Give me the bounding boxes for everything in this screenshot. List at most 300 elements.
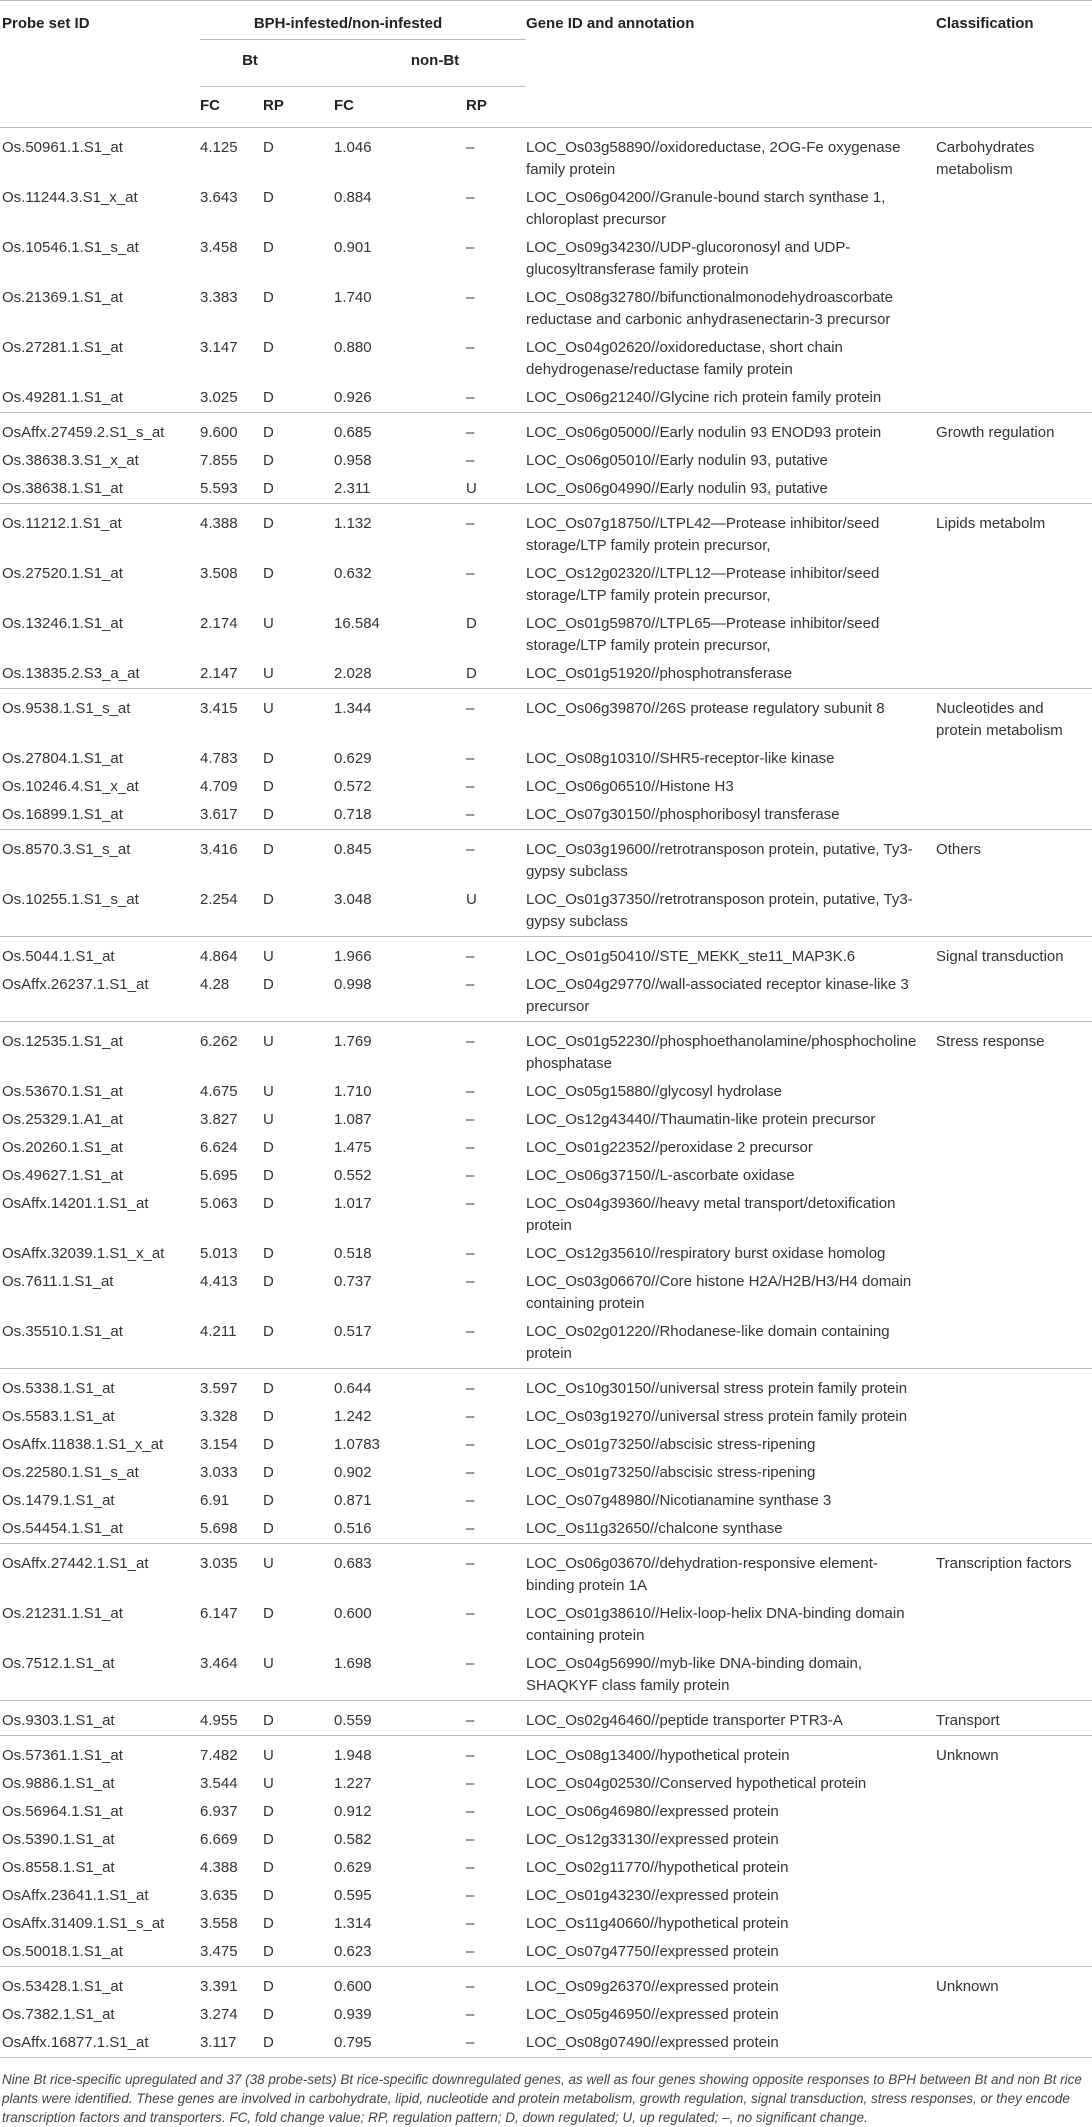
cell-nonbt-fc: 1.740 bbox=[334, 289, 372, 306]
header-blank bbox=[0, 40, 200, 87]
cell-nonbt-fc: 0.552 bbox=[334, 1167, 372, 1184]
cell-nonbt-fc: 1.242 bbox=[334, 1408, 372, 1425]
table-group bbox=[0, 1967, 1092, 2058]
table-row bbox=[0, 1134, 1092, 1162]
cell-bt-fc: 5.695 bbox=[200, 1167, 238, 1184]
cell-probe-id: OsAffx.23641.1.S1_at bbox=[2, 1887, 149, 1904]
cell-gene-annotation: LOC_Os12g43440//Thaumatin-like protein precursor bbox=[526, 1111, 876, 1128]
cell-nonbt-rp: D bbox=[466, 615, 477, 632]
cell-bt-fc: 5.698 bbox=[200, 1520, 238, 1537]
cell-classification bbox=[936, 745, 1092, 773]
cell-nonbt-fc: 0.629 bbox=[334, 750, 372, 767]
cell-bt-fc: 4.864 bbox=[200, 948, 238, 965]
table-row bbox=[0, 384, 1092, 413]
cell-nonbt-fc: 1.046 bbox=[334, 139, 372, 156]
table-row bbox=[0, 184, 1092, 234]
cell-bt-rp: D bbox=[263, 1831, 274, 1848]
cell-nonbt-fc: 0.718 bbox=[334, 806, 372, 823]
cell-nonbt-rp: – bbox=[466, 189, 475, 206]
cell-nonbt-fc: 0.845 bbox=[334, 841, 372, 858]
cell-probe-id: Os.9538.1.S1_s_at bbox=[2, 700, 131, 717]
cell-bt-fc: 7.855 bbox=[200, 452, 238, 469]
cell-nonbt-rp: – bbox=[466, 700, 475, 717]
cell-nonbt-fc: 1.227 bbox=[334, 1775, 372, 1792]
cell-classification bbox=[936, 1882, 1092, 1910]
cell-classification bbox=[936, 1770, 1092, 1798]
cell-bt-rp: D bbox=[263, 1915, 274, 1932]
table-row bbox=[0, 1487, 1092, 1515]
cell-nonbt-rp: – bbox=[466, 1803, 475, 1820]
cell-classification bbox=[936, 1854, 1092, 1882]
cell-nonbt-fc: 1.475 bbox=[334, 1139, 372, 1156]
cell-gene-annotation: LOC_Os01g73250//abscisic stress-ripening bbox=[526, 1464, 816, 1481]
cell-nonbt-rp: – bbox=[466, 1273, 475, 1290]
cell-bt-rp: D bbox=[263, 1436, 274, 1453]
cell-bt-rp: D bbox=[263, 1245, 274, 1262]
cell-nonbt-fc: 1.710 bbox=[334, 1083, 372, 1100]
table-row bbox=[0, 1650, 1092, 1701]
cell-probe-id: Os.10255.1.S1_s_at bbox=[2, 891, 139, 908]
cell-gene-annotation: LOC_Os05g15880//glycosyl hydrolase bbox=[526, 1083, 783, 1100]
cell-nonbt-rp: – bbox=[466, 1978, 475, 1995]
cell-nonbt-rp: – bbox=[466, 976, 475, 993]
cell-nonbt-fc: 0.600 bbox=[334, 1978, 372, 1995]
cell-nonbt-fc: 1.132 bbox=[334, 515, 372, 532]
cell-probe-id: Os.50018.1.S1_at bbox=[2, 1943, 123, 1960]
cell-nonbt-rp: – bbox=[466, 1747, 475, 1764]
cell-gene-annotation: LOC_Os07g18750//LTPL42—Protease inhibitor/seed storage/LTP family protein precursor, bbox=[526, 515, 880, 554]
cell-nonbt-rp: – bbox=[466, 239, 475, 256]
table-group bbox=[0, 1736, 1092, 1967]
cell-classification bbox=[936, 384, 1092, 413]
cell-bt-fc: 4.388 bbox=[200, 1859, 238, 1876]
cell-bt-fc: 3.558 bbox=[200, 1915, 238, 1932]
cell-classification bbox=[936, 1600, 1092, 1650]
cell-bt-rp: U bbox=[263, 948, 274, 965]
cell-bt-fc: 5.013 bbox=[200, 1245, 238, 1262]
cell-bt-rp: U bbox=[263, 1083, 274, 1100]
cell-bt-rp: D bbox=[263, 1978, 274, 1995]
cell-nonbt-fc: 2.311 bbox=[334, 480, 371, 497]
cell-gene-annotation: LOC_Os07g48980//Nicotianamine synthase 3 bbox=[526, 1492, 832, 1509]
cell-bt-rp: D bbox=[263, 1887, 274, 1904]
cell-nonbt-rp: – bbox=[466, 515, 475, 532]
table-row bbox=[0, 937, 1092, 972]
cell-bt-fc: 2.147 bbox=[200, 665, 238, 682]
table-group bbox=[0, 128, 1092, 413]
cell-probe-id: Os.53428.1.S1_at bbox=[2, 1978, 123, 1995]
header-nonbt-fc: FC bbox=[324, 87, 426, 128]
cell-gene-annotation: LOC_Os03g19600//retrotransposon protein, putative, Ty3-gypsy subclass bbox=[526, 841, 913, 880]
cell-gene-annotation: LOC_Os01g50410//STE_MEKK_ste11_MAP3K.6 bbox=[526, 948, 856, 965]
cell-bt-rp: D bbox=[263, 1605, 274, 1622]
table-row bbox=[0, 689, 1092, 746]
cell-bt-rp: D bbox=[263, 1943, 274, 1960]
table-row bbox=[0, 1240, 1092, 1268]
cell-classification bbox=[936, 2029, 1092, 2057]
cell-probe-id: OsAffx.26237.1.S1_at bbox=[2, 976, 149, 993]
cell-classification bbox=[936, 1798, 1092, 1826]
cell-bt-fc: 5.063 bbox=[200, 1195, 238, 1212]
cell-probe-id: Os.35510.1.S1_at bbox=[2, 1323, 123, 1340]
cell-classification bbox=[936, 475, 1092, 504]
table-row bbox=[0, 1854, 1092, 1882]
cell-nonbt-rp: – bbox=[466, 1555, 475, 1572]
cell-nonbt-rp: – bbox=[466, 1605, 475, 1622]
cell-bt-rp: D bbox=[263, 1273, 274, 1290]
cell-gene-annotation: LOC_Os06g21240//Glycine rich protein family protein bbox=[526, 389, 882, 406]
cell-nonbt-fc: 0.582 bbox=[334, 1831, 372, 1848]
table-row bbox=[0, 475, 1092, 504]
cell-nonbt-rp: – bbox=[466, 948, 475, 965]
cell-probe-id: Os.27804.1.S1_at bbox=[2, 750, 123, 767]
cell-probe-id: OsAffx.16877.1.S1_at bbox=[2, 2034, 149, 2051]
cell-bt-fc: 3.033 bbox=[200, 1464, 238, 1481]
cell-probe-id: Os.27281.1.S1_at bbox=[2, 339, 123, 356]
cell-nonbt-rp: – bbox=[466, 289, 475, 306]
cell-bt-rp: D bbox=[263, 1464, 274, 1481]
cell-probe-id: Os.13246.1.S1_at bbox=[2, 615, 123, 632]
cell-nonbt-rp: – bbox=[466, 1943, 475, 1960]
cell-nonbt-rp: U bbox=[466, 891, 477, 908]
cell-gene-annotation: LOC_Os06g04200//Granule-bound starch synthase 1, chloroplast precursor bbox=[526, 189, 886, 228]
cell-gene-annotation: LOC_Os06g46980//expressed protein bbox=[526, 1803, 779, 1820]
cell-bt-rp: D bbox=[263, 389, 274, 406]
cell-bt-fc: 6.669 bbox=[200, 1831, 238, 1848]
cell-classification bbox=[936, 560, 1092, 610]
cell-bt-fc: 4.709 bbox=[200, 778, 238, 795]
cell-nonbt-fc: 0.518 bbox=[334, 1245, 372, 1262]
cell-nonbt-fc: 0.901 bbox=[334, 239, 372, 256]
cell-gene-annotation: LOC_Os03g58890//oxidoreductase, 2OG-Fe oxygenase family protein bbox=[526, 139, 901, 178]
header-bt-fc: FC bbox=[200, 87, 263, 128]
cell-nonbt-rp: – bbox=[466, 1323, 475, 1340]
cell-bt-rp: U bbox=[263, 615, 274, 632]
cell-nonbt-fc: 0.683 bbox=[334, 1555, 372, 1572]
cell-nonbt-rp: – bbox=[466, 1167, 475, 1184]
header-bt-rp: RP bbox=[263, 87, 324, 128]
cell-classification bbox=[936, 2001, 1092, 2029]
cell-nonbt-fc: 0.926 bbox=[334, 389, 372, 406]
cell-bt-fc: 3.597 bbox=[200, 1380, 238, 1397]
cell-nonbt-fc: 0.632 bbox=[334, 565, 372, 582]
cell-gene-annotation: LOC_Os08g32780//bifunctionalmonodehydroascorbate reductase and carbonic anhydrasenectarin-3 precursor bbox=[526, 289, 893, 328]
cell-bt-rp: D bbox=[263, 2034, 274, 2051]
cell-nonbt-fc: 0.516 bbox=[334, 1520, 372, 1537]
cell-bt-rp: D bbox=[263, 452, 274, 469]
cell-nonbt-rp: – bbox=[466, 339, 475, 356]
table-row bbox=[0, 971, 1092, 1022]
cell-gene-annotation: LOC_Os06g03670//dehydration-responsive element-binding protein 1A bbox=[526, 1555, 878, 1594]
cell-bt-rp: D bbox=[263, 1408, 274, 1425]
cell-nonbt-fc: 1.017 bbox=[334, 1195, 372, 1212]
cell-nonbt-rp: – bbox=[466, 1195, 475, 1212]
cell-probe-id: Os.5338.1.S1_at bbox=[2, 1380, 115, 1397]
cell-bt-rp: D bbox=[263, 1859, 274, 1876]
cell-classification bbox=[936, 1938, 1092, 1967]
cell-nonbt-fc: 1.314 bbox=[334, 1915, 372, 1932]
cell-classification: Growth regulation bbox=[936, 424, 1055, 441]
cell-gene-annotation: LOC_Os12g33130//expressed protein bbox=[526, 1831, 779, 1848]
cell-bt-rp: D bbox=[263, 289, 274, 306]
table-row bbox=[0, 1403, 1092, 1431]
cell-classification bbox=[936, 610, 1092, 660]
cell-bt-fc: 3.464 bbox=[200, 1655, 238, 1672]
cell-nonbt-fc: 1.769 bbox=[334, 1033, 372, 1050]
cell-probe-id: Os.25329.1.A1_at bbox=[2, 1111, 123, 1128]
cell-probe-id: OsAffx.32039.1.S1_x_at bbox=[2, 1245, 165, 1262]
cell-probe-id: OsAffx.31409.1.S1_s_at bbox=[2, 1915, 165, 1932]
cell-bt-fc: 3.154 bbox=[200, 1436, 238, 1453]
cell-probe-id: Os.56964.1.S1_at bbox=[2, 1803, 123, 1820]
table-row bbox=[0, 128, 1092, 185]
table-group bbox=[0, 937, 1092, 1022]
cell-bt-fc: 3.117 bbox=[200, 2034, 237, 2051]
table-group bbox=[0, 504, 1092, 689]
cell-bt-fc: 4.783 bbox=[200, 750, 238, 767]
cell-nonbt-rp: D bbox=[466, 665, 477, 682]
cell-probe-id: Os.21231.1.S1_at bbox=[2, 1605, 123, 1622]
cell-nonbt-rp: – bbox=[466, 750, 475, 767]
cell-gene-annotation: LOC_Os01g51920//phosphotransferase bbox=[526, 665, 793, 682]
table-row bbox=[0, 234, 1092, 284]
table-row bbox=[0, 773, 1092, 801]
cell-nonbt-rp: – bbox=[466, 1775, 475, 1792]
cell-nonbt-rp: – bbox=[466, 806, 475, 823]
cell-gene-annotation: LOC_Os03g06670//Core histone H2A/H2B/H3/H4 domain containing protein bbox=[526, 1273, 912, 1312]
table-row bbox=[0, 886, 1092, 937]
cell-nonbt-fc: 0.685 bbox=[334, 424, 372, 441]
table-row bbox=[0, 284, 1092, 334]
cell-nonbt-fc: 1.698 bbox=[334, 1655, 372, 1672]
cell-gene-annotation: LOC_Os02g11770//hypothetical protein bbox=[526, 1859, 789, 1876]
cell-nonbt-rp: – bbox=[466, 424, 475, 441]
header-nonbt-rp: RP bbox=[426, 87, 526, 128]
cell-gene-annotation: LOC_Os07g30150//phosphoribosyl transferase bbox=[526, 806, 840, 823]
cell-nonbt-rp: – bbox=[466, 1464, 475, 1481]
cell-bt-fc: 3.827 bbox=[200, 1111, 238, 1128]
cell-nonbt-rp: – bbox=[466, 841, 475, 858]
cell-nonbt-fc: 0.880 bbox=[334, 339, 372, 356]
table-row bbox=[0, 745, 1092, 773]
table-row bbox=[0, 1459, 1092, 1487]
cell-nonbt-fc: 0.902 bbox=[334, 1464, 372, 1481]
cell-probe-id: Os.49281.1.S1_at bbox=[2, 389, 123, 406]
cell-gene-annotation: LOC_Os01g22352//peroxidase 2 precursor bbox=[526, 1139, 813, 1156]
table-row bbox=[0, 1798, 1092, 1826]
table-row bbox=[0, 334, 1092, 384]
cell-bt-fc: 7.482 bbox=[200, 1747, 238, 1764]
table-row bbox=[0, 1022, 1092, 1079]
cell-nonbt-fc: 1.966 bbox=[334, 948, 372, 965]
cell-nonbt-fc: 0.884 bbox=[334, 189, 372, 206]
cell-nonbt-rp: – bbox=[466, 139, 475, 156]
cell-classification: Unknown bbox=[936, 1978, 999, 1995]
cell-nonbt-fc: 3.048 bbox=[334, 891, 372, 908]
header-probe: Probe set ID bbox=[0, 1, 200, 40]
cell-bt-rp: D bbox=[263, 565, 274, 582]
cell-bt-fc: 6.262 bbox=[200, 1033, 238, 1050]
table-group bbox=[0, 689, 1092, 830]
cell-nonbt-rp: – bbox=[466, 452, 475, 469]
cell-bt-rp: D bbox=[263, 2006, 274, 2023]
cell-nonbt-fc: 1.344 bbox=[334, 700, 372, 717]
cell-nonbt-fc: 0.998 bbox=[334, 976, 372, 993]
table-row bbox=[0, 504, 1092, 561]
table-row bbox=[0, 830, 1092, 887]
cell-gene-annotation: LOC_Os02g46460//peptide transporter PTR3-A bbox=[526, 1712, 843, 1729]
cell-gene-annotation: LOC_Os06g05010//Early nodulin 93, putative bbox=[526, 452, 828, 469]
table-row bbox=[0, 1078, 1092, 1106]
cell-gene-annotation: LOC_Os05g46950//expressed protein bbox=[526, 2006, 779, 2023]
cell-bt-rp: U bbox=[263, 1655, 274, 1672]
cell-classification: Unknown bbox=[936, 1747, 999, 1764]
cell-bt-rp: U bbox=[263, 700, 274, 717]
cell-bt-fc: 3.147 bbox=[200, 339, 238, 356]
cell-nonbt-fc: 0.517 bbox=[334, 1323, 372, 1340]
cell-nonbt-rp: – bbox=[466, 778, 475, 795]
cell-bt-fc: 6.937 bbox=[200, 1803, 238, 1820]
cell-bt-fc: 3.025 bbox=[200, 389, 238, 406]
cell-gene-annotation: LOC_Os04g02530//Conserved hypothetical protein bbox=[526, 1775, 867, 1792]
cell-bt-rp: U bbox=[263, 1555, 274, 1572]
cell-probe-id: Os.7512.1.S1_at bbox=[2, 1655, 115, 1672]
header-nonbt: non-Bt bbox=[324, 40, 526, 87]
cell-gene-annotation: LOC_Os12g02320//LTPL12—Protease inhibitor/seed storage/LTP family protein precursor, bbox=[526, 565, 880, 604]
cell-nonbt-fc: 0.795 bbox=[334, 2034, 372, 2051]
table-row bbox=[0, 413, 1092, 448]
cell-nonbt-fc: 16.584 bbox=[334, 615, 380, 632]
cell-gene-annotation: LOC_Os09g34230//UDP-glucoronosyl and UDP-glucosyltransferase family protein bbox=[526, 239, 851, 278]
table-caption: Nine Bt rice-specific upregulated and 37 (38 probe-sets) Bt rice-specific downregulated genes, as well as four genes showing opposite responses to BPH between Bt and non Bt rice plants were identified. These genes are involved in carbohydrate, lipid, nucleotide and protein metabolism, growth regulation, signal transduction, stress responses, or they encode transcription factors and transporters. FC, fold change value; RP, regulation pattern; D, down regulated; U, up regulated; –, no significant change. bbox=[0, 2057, 1092, 2127]
cell-nonbt-fc: 0.644 bbox=[334, 1380, 372, 1397]
cell-nonbt-fc: 1.0783 bbox=[334, 1436, 380, 1453]
cell-probe-id: Os.16899.1.S1_at bbox=[2, 806, 123, 823]
cell-classification bbox=[936, 334, 1092, 384]
cell-nonbt-fc: 0.623 bbox=[334, 1943, 372, 1960]
cell-classification bbox=[936, 1268, 1092, 1318]
cell-probe-id: Os.5583.1.S1_at bbox=[2, 1408, 115, 1425]
cell-bt-rp: D bbox=[263, 1712, 274, 1729]
header-blank bbox=[936, 40, 1092, 87]
table-row bbox=[0, 1544, 1092, 1601]
cell-probe-id: Os.20260.1.S1_at bbox=[2, 1139, 123, 1156]
cell-probe-id: Os.10246.4.S1_x_at bbox=[2, 778, 139, 795]
header-blank bbox=[936, 87, 1092, 128]
cell-bt-rp: D bbox=[263, 424, 274, 441]
cell-probe-id: Os.13835.2.S3_a_at bbox=[2, 665, 140, 682]
cell-bt-fc: 4.388 bbox=[200, 515, 238, 532]
cell-nonbt-rp: – bbox=[466, 1139, 475, 1156]
cell-bt-fc: 4.675 bbox=[200, 1083, 238, 1100]
cell-nonbt-rp: – bbox=[466, 1033, 475, 1050]
cell-bt-fc: 3.416 bbox=[200, 841, 238, 858]
table-row bbox=[0, 1770, 1092, 1798]
cell-classification: Transcription factors bbox=[936, 1555, 1072, 1572]
cell-nonbt-fc: 0.572 bbox=[334, 778, 372, 795]
cell-nonbt-fc: 0.629 bbox=[334, 1859, 372, 1876]
cell-bt-rp: D bbox=[263, 239, 274, 256]
cell-nonbt-rp: U bbox=[466, 480, 477, 497]
cell-nonbt-rp: – bbox=[466, 1245, 475, 1262]
cell-probe-id: Os.5390.1.S1_at bbox=[2, 1831, 115, 1848]
cell-bt-fc: 2.254 bbox=[200, 891, 238, 908]
cell-nonbt-fc: 0.600 bbox=[334, 1605, 372, 1622]
cell-gene-annotation: LOC_Os11g40660//hypothetical protein bbox=[526, 1915, 789, 1932]
cell-bt-rp: U bbox=[263, 1033, 274, 1050]
cell-probe-id: Os.11244.3.S1_x_at bbox=[2, 189, 138, 206]
cell-gene-annotation: LOC_Os10g30150//universal stress protein family protein bbox=[526, 1380, 908, 1397]
cell-probe-id: OsAffx.11838.1.S1_x_at bbox=[2, 1436, 164, 1453]
cell-bt-fc: 5.593 bbox=[200, 480, 238, 497]
table-group bbox=[0, 1701, 1092, 1736]
cell-gene-annotation: LOC_Os07g47750//expressed protein bbox=[526, 1943, 779, 1960]
cell-nonbt-rp: – bbox=[466, 2006, 475, 2023]
cell-gene-annotation: LOC_Os02g01220//Rhodanese-like domain containing protein bbox=[526, 1323, 890, 1362]
cell-bt-fc: 2.174 bbox=[200, 615, 238, 632]
cell-gene-annotation: LOC_Os09g26370//expressed protein bbox=[526, 1978, 779, 1995]
cell-bt-fc: 3.328 bbox=[200, 1408, 238, 1425]
cell-nonbt-fc: 2.028 bbox=[334, 665, 372, 682]
cell-nonbt-fc: 0.939 bbox=[334, 2006, 372, 2023]
cell-nonbt-fc: 0.871 bbox=[334, 1492, 372, 1509]
cell-bt-fc: 9.600 bbox=[200, 424, 238, 441]
cell-probe-id: Os.21369.1.S1_at bbox=[2, 289, 123, 306]
cell-bt-rp: D bbox=[263, 1520, 274, 1537]
cell-nonbt-rp: – bbox=[466, 1887, 475, 1904]
cell-gene-annotation: LOC_Os08g10310//SHR5-receptor-like kinase bbox=[526, 750, 835, 767]
cell-gene-annotation: LOC_Os11g32650//chalcone synthase bbox=[526, 1520, 783, 1537]
cell-classification bbox=[936, 234, 1092, 284]
table-row bbox=[0, 560, 1092, 610]
cell-probe-id: Os.38638.1.S1_at bbox=[2, 480, 123, 497]
cell-bt-fc: 3.544 bbox=[200, 1775, 238, 1792]
cell-gene-annotation: LOC_Os06g06510//Histone H3 bbox=[526, 778, 734, 795]
cell-classification bbox=[936, 801, 1092, 830]
table-row bbox=[0, 610, 1092, 660]
cell-gene-annotation: LOC_Os01g37350//retrotransposon protein, putative, Ty3-gypsy subclass bbox=[526, 891, 913, 930]
table-row bbox=[0, 1318, 1092, 1369]
cell-nonbt-rp: – bbox=[466, 389, 475, 406]
cell-classification: Signal transduction bbox=[936, 948, 1064, 965]
table-row bbox=[0, 1515, 1092, 1544]
cell-nonbt-rp: – bbox=[466, 2034, 475, 2051]
cell-probe-id: Os.57361.1.S1_at bbox=[2, 1747, 123, 1764]
cell-bt-rp: D bbox=[263, 806, 274, 823]
cell-bt-fc: 3.415 bbox=[200, 700, 238, 717]
cell-bt-rp: D bbox=[263, 1195, 274, 1212]
table-row bbox=[0, 1369, 1092, 1404]
table-group bbox=[0, 1544, 1092, 1701]
cell-probe-id: Os.49627.1.S1_at bbox=[2, 1167, 123, 1184]
cell-classification bbox=[936, 1190, 1092, 1240]
cell-probe-id: Os.7611.1.S1_at bbox=[2, 1273, 114, 1290]
cell-gene-annotation: LOC_Os03g19270//universal stress protein family protein bbox=[526, 1408, 908, 1425]
header-classification: Classification bbox=[936, 1, 1092, 40]
table-group bbox=[0, 413, 1092, 504]
cell-nonbt-rp: – bbox=[466, 1083, 475, 1100]
cell-classification bbox=[936, 971, 1092, 1022]
cell-bt-rp: U bbox=[263, 665, 274, 682]
cell-gene-annotation: LOC_Os01g59870//LTPL65—Protease inhibitor/seed storage/LTP family protein precursor, bbox=[526, 615, 880, 654]
cell-gene-annotation: LOC_Os08g07490//expressed protein bbox=[526, 2034, 779, 2051]
cell-nonbt-rp: – bbox=[466, 1436, 475, 1453]
table-group bbox=[0, 1022, 1092, 1369]
cell-gene-annotation: LOC_Os01g73250//abscisic stress-ripening bbox=[526, 1436, 816, 1453]
cell-gene-annotation: LOC_Os06g04990//Early nodulin 93, putative bbox=[526, 480, 828, 497]
header-blank bbox=[0, 87, 200, 128]
table-group bbox=[0, 1369, 1092, 1544]
